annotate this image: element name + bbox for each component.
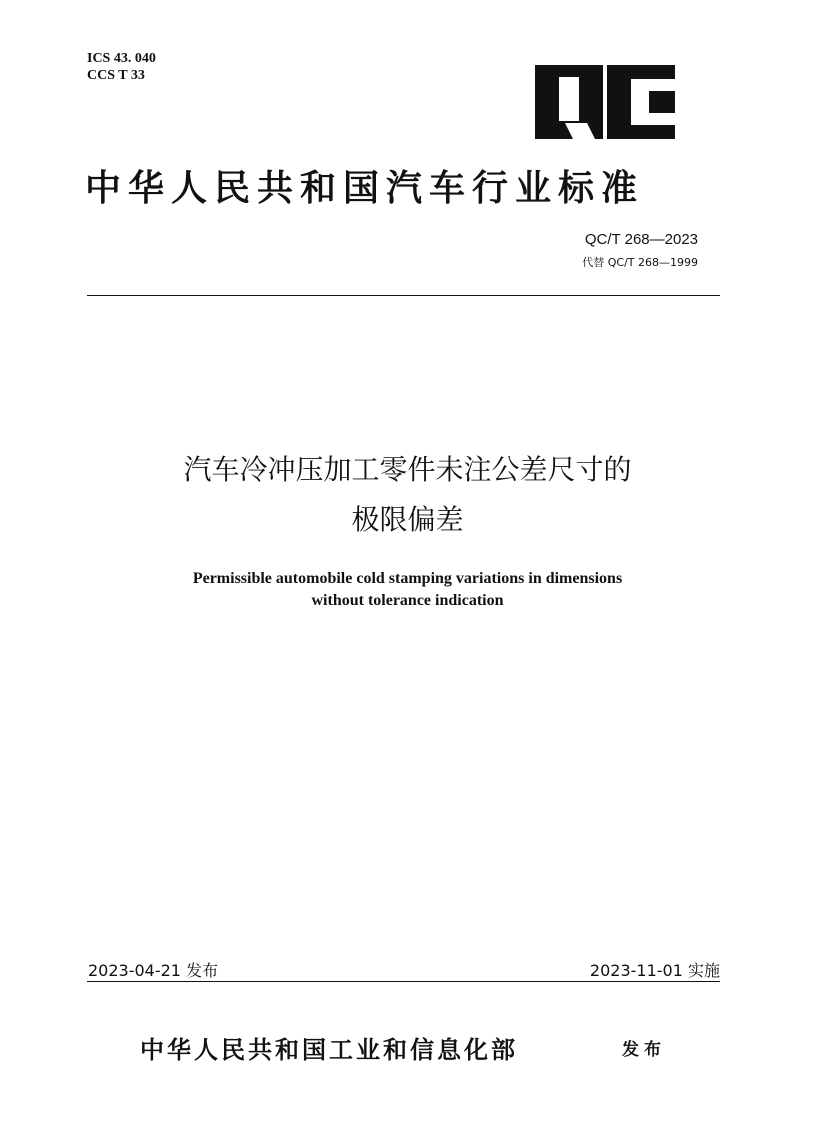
qc-logo-icon bbox=[535, 65, 675, 139]
title-en-line2: without tolerance indication bbox=[311, 592, 504, 609]
classification-block bbox=[87, 50, 156, 84]
standard-number: QC/T 268—2023 bbox=[584, 231, 698, 248]
bottom-divider bbox=[87, 981, 720, 982]
top-divider bbox=[87, 295, 720, 296]
standard-type-title: 中华人民共和国汽车行业标准 bbox=[85, 167, 645, 209]
ics-code: ICS 43. 040 bbox=[87, 51, 156, 66]
qc-logo bbox=[535, 65, 675, 139]
implementation-date: 2023-11-01 实施 bbox=[589, 961, 720, 980]
title-en-line1: Permissible automobile cold stamping variations in dimensions bbox=[192, 570, 623, 587]
ccs-code: CCS T 33 bbox=[87, 68, 145, 83]
title-zh-line1: 汽车冷冲压加工零件未注公差尺寸的 bbox=[183, 453, 632, 486]
issuer-name: 中华人民共和国工业和信息化部 bbox=[140, 1035, 518, 1064]
replaces-standard: 代替 QC/T 268—1999 bbox=[582, 256, 698, 269]
release-date: 2023-04-21 发布 bbox=[88, 961, 219, 980]
title-zh-line2: 极限偏差 bbox=[351, 503, 464, 536]
issued-label: 发布 bbox=[622, 1040, 666, 1060]
